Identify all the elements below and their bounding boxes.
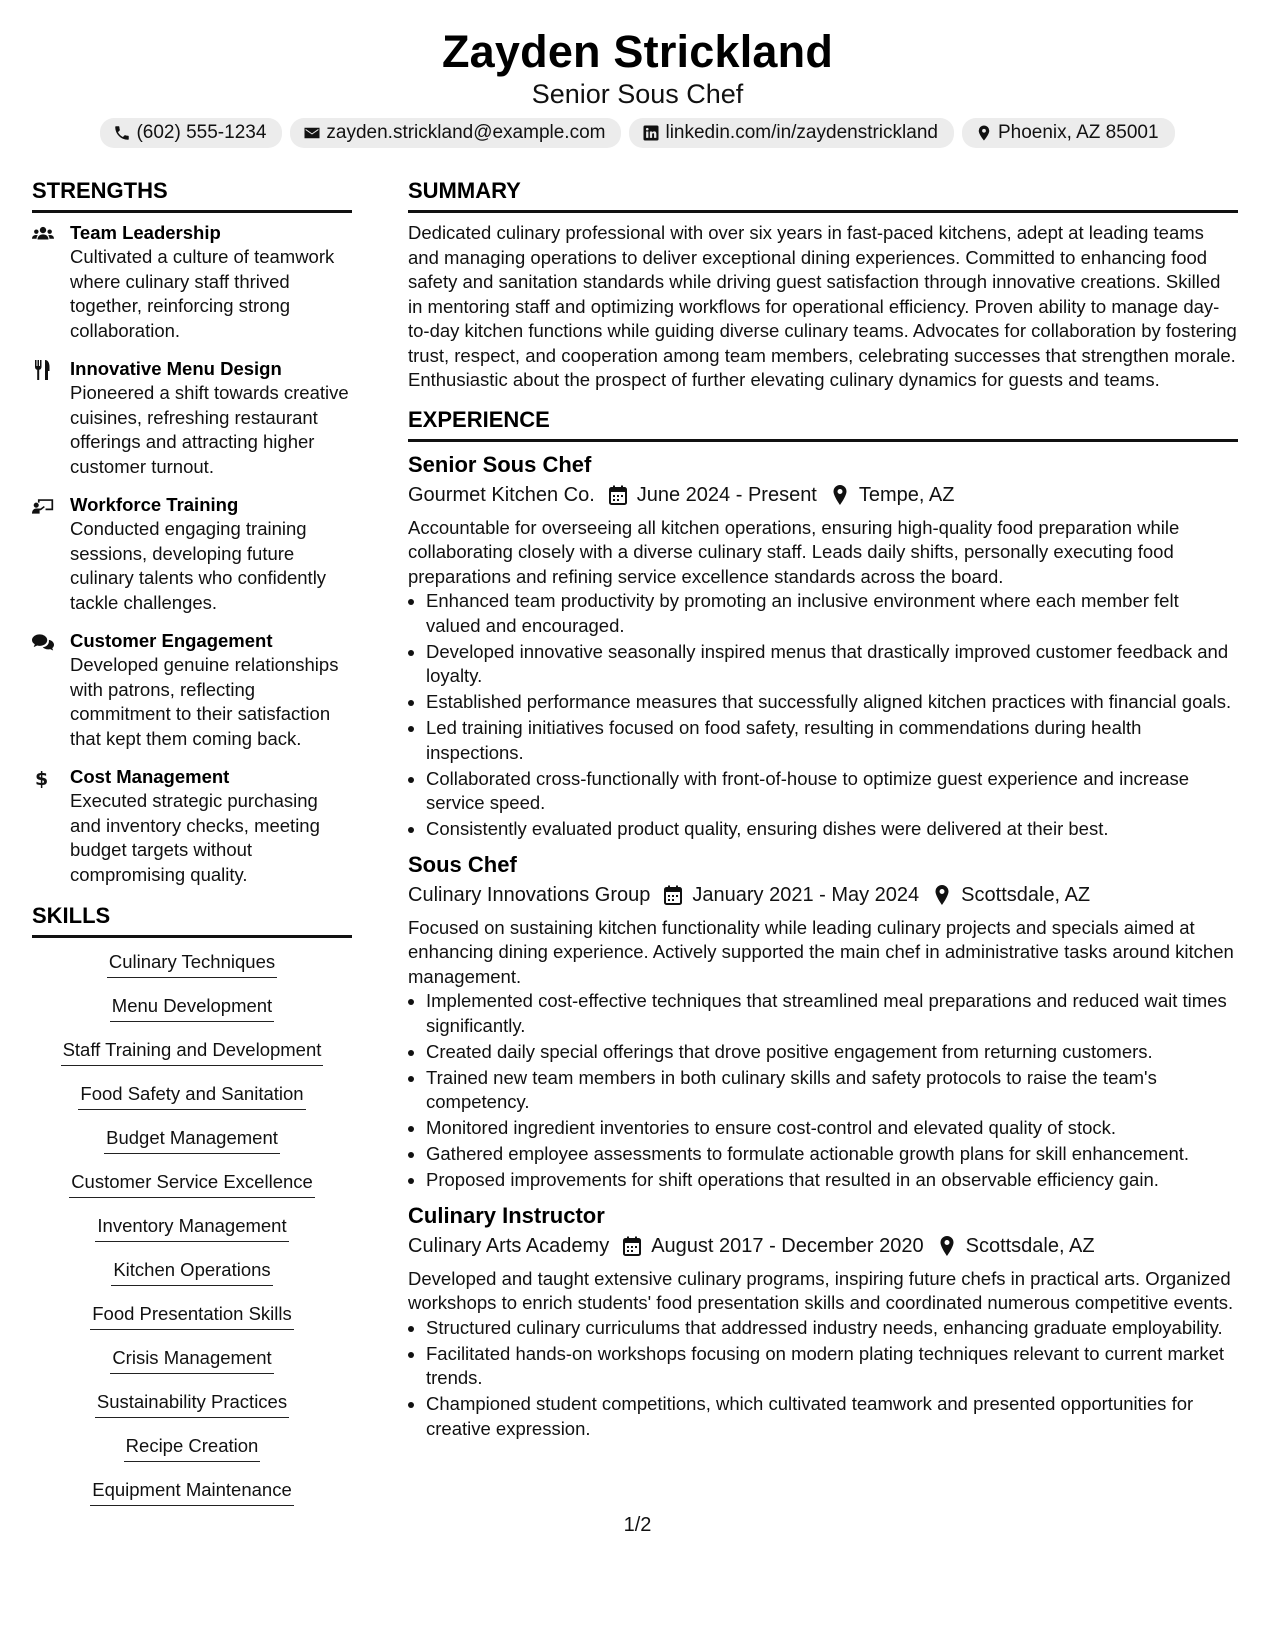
bullet-item: • Collaborated cross-functionally with front-of-house to optimize guest experience and increase service speed. <box>426 767 1238 816</box>
bullet-item: • Gathered employee assessments to formulate actionable growth plans for skill enhancement. <box>426 1142 1238 1167</box>
skill-item: Crisis Management <box>110 1346 273 1374</box>
summary-text: Dedicated culinary professional with over six years in fast-paced kitchens, adept at leading teams and managing operations to deliver exceptional dining experiences. Committed to enhancing food safety and sanitation standards while driving guest satisfaction through innovative creations. Skilled in mentoring staff and optimizing workflows for operational efficiency. Proven ability to manage day-to-day kitchen functions while guiding diverse culinary teams. Advocates for collaboration by fostering trust, respect, and cooperation among team members, celebrating successes that strengthen morale. Enthusiastic about the prospect of further elevating culinary dynamics for guests and teams. <box>408 222 1237 390</box>
left-column <box>32 176 352 1522</box>
bullet-item: • Established performance measures that successfully aligned kitchen practices with financial goals. <box>426 690 1238 715</box>
job-dates: August 2017 - December 2020 <box>651 1234 924 1257</box>
envelope-icon <box>302 123 322 143</box>
bullet-item: • Facilitated hands-on workshops focusing on modern plating techniques relevant to current market trends. <box>426 1342 1238 1391</box>
skill-item: Sustainability Practices <box>95 1390 289 1418</box>
strength-desc: Pioneered a shift towards creative cuisines, refreshing restaurant offerings and attracting higher customer turnout. <box>70 382 349 477</box>
calendar-icon <box>623 1236 641 1256</box>
contact-email-text: zayden.strickland@example.com <box>326 122 606 143</box>
summary-heading: SUMMARY <box>408 176 1238 213</box>
job-entry <box>408 1201 1238 1442</box>
strength-name: Workforce Training <box>70 494 239 515</box>
job-dates: June 2024 - Present <box>636 483 817 506</box>
skill-item: Food Presentation Skills <box>90 1302 294 1330</box>
job-location: Tempe, AZ <box>858 483 955 506</box>
bullet-item: • Championed student competitions, which cultivated teamwork and presented opportunities for creative expression. <box>426 1392 1238 1441</box>
job-title: Sous Chef <box>408 851 517 877</box>
bullet-item: • Enhanced team productivity by promoting an inclusive environment where each member felt valued and encouraged. <box>426 589 1238 638</box>
strength-name: Cost Management <box>70 766 230 787</box>
job-company: Culinary Innovations Group <box>408 883 651 906</box>
candidate-title: Senior Sous Chef <box>531 79 744 109</box>
skill-item: Menu Development <box>110 994 274 1022</box>
job-meta <box>408 480 1238 510</box>
location-pin-icon <box>831 485 849 505</box>
strength-name: Innovative Menu Design <box>70 358 282 379</box>
skill-item: Staff Training and Development <box>61 1038 324 1066</box>
skill-item: Kitchen Operations <box>111 1258 272 1286</box>
job-bullets <box>408 989 1238 1193</box>
skill-item: Recipe Creation <box>124 1434 261 1462</box>
job-company: Culinary Arts Academy <box>408 1234 610 1257</box>
strengths-heading: STRENGTHS <box>32 176 352 213</box>
skill-item: Budget Management <box>104 1126 280 1154</box>
phone-icon <box>112 123 132 143</box>
skill-item: Equipment Maintenance <box>90 1478 294 1506</box>
svg-text:$: $ <box>35 768 49 788</box>
job-dates: January 2021 - May 2024 <box>692 883 920 906</box>
job-title: Senior Sous Chef <box>408 451 592 477</box>
strength-item <box>32 493 352 615</box>
bullet-item: • Led training initiatives focused on food safety, resulting in commendations during health inspections. <box>426 716 1238 765</box>
contact-linkedin[interactable] <box>629 118 953 148</box>
contact-phone <box>100 118 282 148</box>
strength-desc: Executed strategic purchasing and inventory checks, meeting budget targets without compromising quality. <box>70 790 320 885</box>
bullet-item: • Trained new team members in both culinary skills and safety protocols to raise the team's competency. <box>426 1066 1238 1115</box>
job-location: Scottsdale, AZ <box>961 883 1091 906</box>
strength-name: Team Leadership <box>70 222 221 243</box>
bullet-item: • Structured culinary curriculums that addressed industry needs, enhancing graduate employability. <box>426 1316 1238 1341</box>
users-icon <box>32 221 70 343</box>
skill-item: Culinary Techniques <box>107 950 277 978</box>
experience-heading: EXPERIENCE <box>408 405 1238 442</box>
job-description: Focused on sustaining kitchen functionality while leading culinary projects and specials aimed at enhancing dining experience. Actively supported the main chef in administrative tasks around kitchen management. <box>408 916 1234 987</box>
location-pin-icon <box>974 123 994 143</box>
skills-heading: SKILLS <box>32 901 352 938</box>
skills-list <box>32 950 352 1522</box>
location-pin-icon <box>933 885 951 905</box>
right-column <box>408 176 1238 1449</box>
job-meta <box>408 880 1238 910</box>
job-location: Scottsdale, AZ <box>965 1234 1095 1257</box>
skill-item: Inventory Management <box>95 1214 288 1242</box>
job-meta <box>408 1231 1238 1261</box>
contact-linkedin-text: linkedin.com/in/zaydenstrickland <box>665 122 938 143</box>
job-entry <box>408 850 1238 1193</box>
strength-desc: Cultivated a culture of teamwork where culinary staff thrived together, reinforcing strong collaboration. <box>70 246 335 341</box>
job-company: Gourmet Kitchen Co. <box>408 483 595 506</box>
candidate-name: Zayden Strickland <box>441 26 834 77</box>
strength-item <box>32 357 352 479</box>
contact-location <box>962 118 1175 148</box>
job-description: Developed and taught extensive culinary programs, inspiring future chefs in practical arts. Organized workshops to enrich students' food presentation skills and coordinated numerous competitive events. <box>408 1267 1234 1313</box>
bullet-item: • Proposed improvements for shift operations that resulted in an observable efficiency gain. <box>426 1168 1238 1193</box>
strength-desc: Conducted engaging training sessions, developing future culinary talents who confidently tackle challenges. <box>70 518 327 613</box>
calendar-icon <box>664 885 682 905</box>
strength-name: Customer Engagement <box>70 630 273 651</box>
utensils-icon <box>32 357 70 479</box>
dollar-icon <box>32 765 70 887</box>
comments-icon <box>32 629 70 751</box>
strength-item <box>32 221 352 343</box>
bullet-item: • Monitored ingredient inventories to ensure cost-control and elevated quality of stock. <box>426 1116 1238 1141</box>
chalkboard-teacher-icon <box>32 493 70 615</box>
contact-phone-text: (602) 555-1234 <box>136 122 267 143</box>
resume-header <box>0 0 1275 148</box>
strength-item <box>32 765 352 887</box>
job-bullets <box>408 589 1238 842</box>
linkedin-icon <box>641 123 661 143</box>
strength-item <box>32 629 352 751</box>
contact-email[interactable] <box>290 118 621 148</box>
bullet-item: • Consistently evaluated product quality, ensuring dishes were delivered at their best. <box>426 817 1238 842</box>
skill-item: Customer Service Excellence <box>69 1170 315 1198</box>
location-pin-icon <box>938 1236 956 1256</box>
contact-bar <box>0 118 1275 148</box>
bullet-item: • Developed innovative seasonally inspired menus that drastically improved customer feedback and loyalty. <box>426 640 1238 689</box>
bullet-item: • Created daily special offerings that drove positive engagement from returning customers. <box>426 1040 1238 1065</box>
job-bullets <box>408 1316 1238 1442</box>
contact-location-text: Phoenix, AZ 85001 <box>997 122 1159 143</box>
skill-item: Food Safety and Sanitation <box>78 1082 305 1110</box>
strength-desc: Developed genuine relationships with patrons, reflecting commitment to their satisfaction that kept them coming back. <box>70 654 339 749</box>
job-description: Accountable for overseeing all kitchen operations, ensuring high-quality food preparation while collaborating closely with a diverse culinary staff. Leads daily shifts, personally executing food preparations and refining service excellence standards across the board. <box>408 516 1180 587</box>
job-title: Culinary Instructor <box>408 1202 605 1228</box>
job-entry <box>408 450 1238 842</box>
page-number: 1/2 <box>623 1514 652 1536</box>
calendar-icon <box>609 485 627 505</box>
bullet-item: • Implemented cost-effective techniques that streamlined meal preparations and reduced wait times significantly. <box>426 989 1238 1038</box>
